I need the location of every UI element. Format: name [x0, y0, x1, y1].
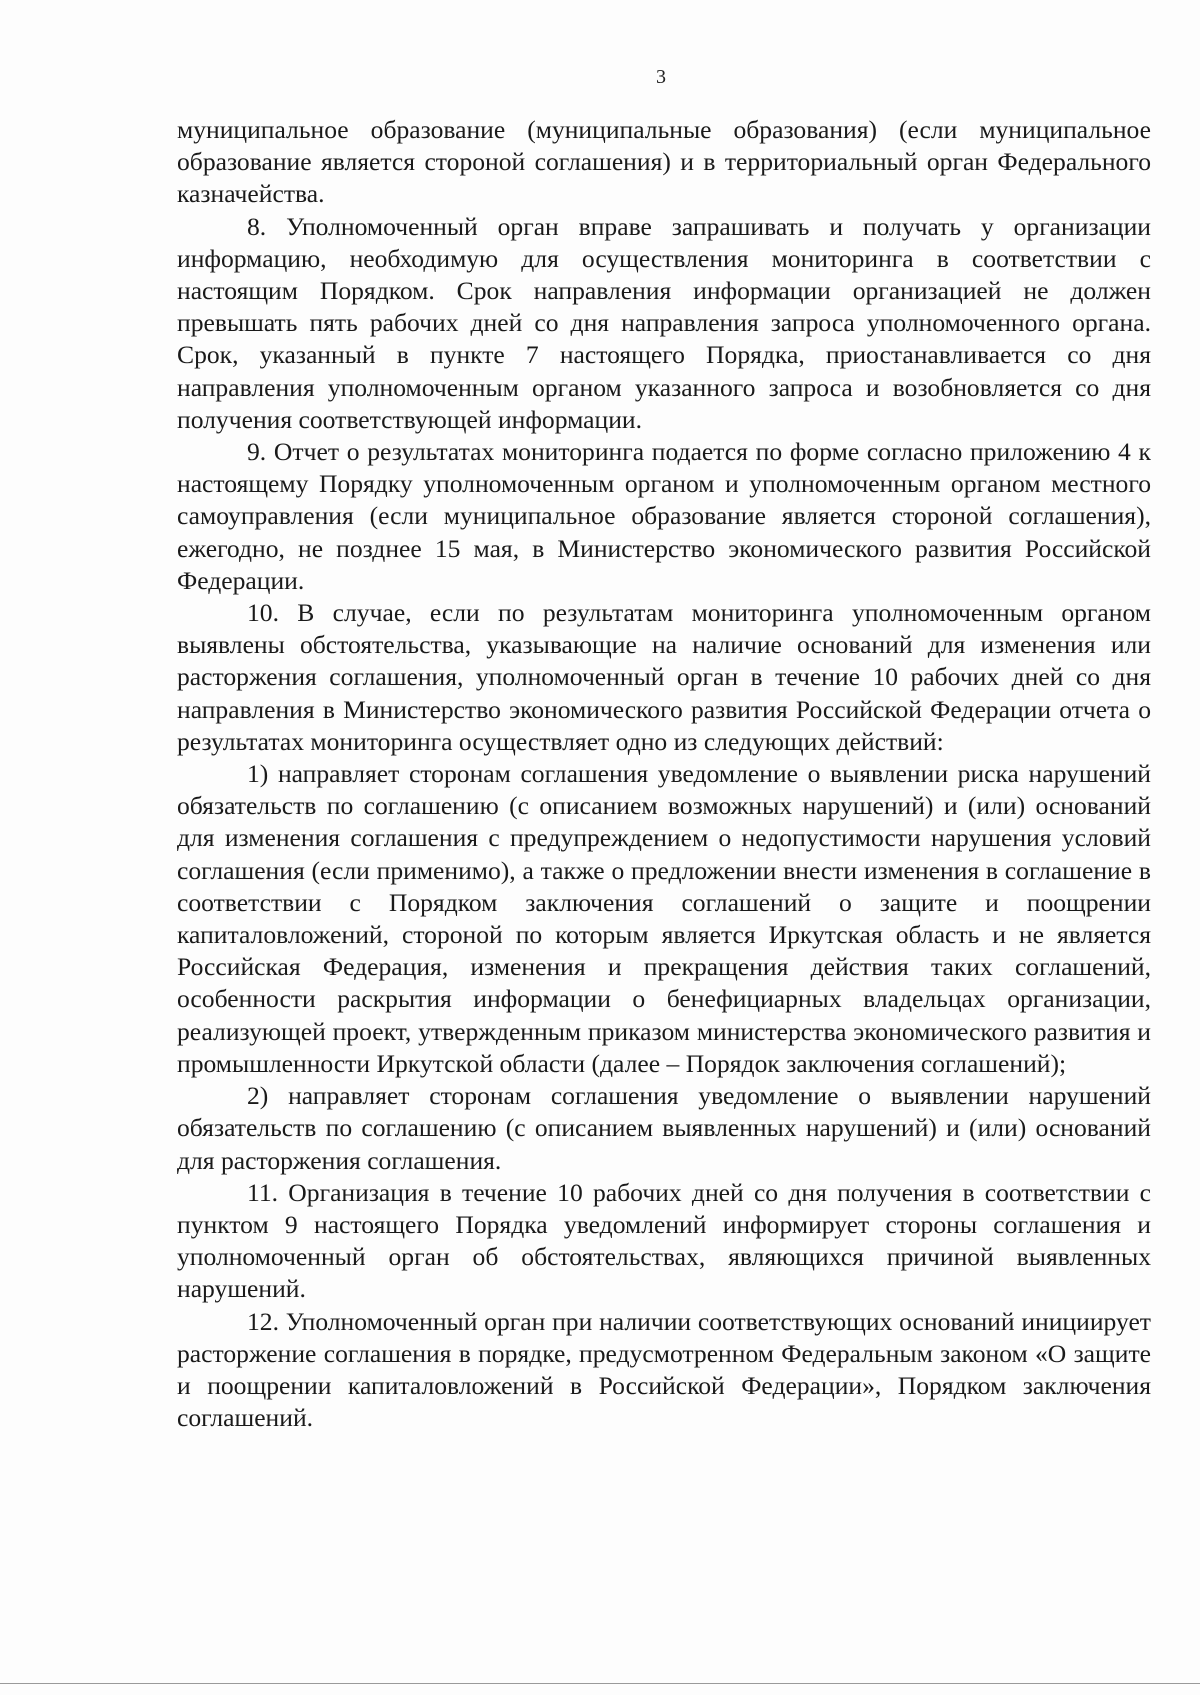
- paragraph-item-12: 12. Уполномоченный орган при наличии соответствующих оснований инициирует расторжение соглашения в порядке, предусмотренном Федеральным законом «О защите и поощрении капиталовложений в Российской Федерации», Порядком заключения соглашений.: [177, 1306, 1151, 1433]
- paragraph-item-10-1: 1) направляет сторонам соглашения уведомление о выявлении риска нарушений обязательств по соглашению (с описанием возможных нарушений) и (или) оснований для изменения соглашения с предупреждением о недопустимости нарушения условий соглашения (если применимо), а также о предложении внести изменения в соглашение в соответствии с Порядком заключения соглашений о защите и поощрении капиталовложений, стороной по которым является Иркутская область и не является Российская Федерация, изменения и прекращения действия таких соглашений, особенности раскрытия информации о бенефициарных владельцах организации, реализующей проект, утвержденным приказом министерства экономического развития и промышленности Иркутской области (далее – Порядок заключения соглашений);: [177, 759, 1151, 1078]
- paragraph-item-8: 8. Уполномоченный орган вправе запрашивать и получать у организации информацию, необходимую для осуществления мониторинга в соответствии с настоящим Порядком. Срок направления информации организацией не должен превышать пять рабочих дней со дня направления запроса уполномоченного органа. Срок, указанный в пункте 7 настоящего Порядка, приостанавливается со дня направления уполномоченным органом указанного запроса и возобновляется со дня получения соответствующей информации.: [177, 211, 1151, 434]
- page-number: 3: [656, 66, 666, 88]
- document-body: [177, 114, 1151, 1434]
- bottom-divider: [0, 1683, 1200, 1684]
- paragraph-item-10-2: 2) направляет сторонам соглашения уведомление о выявлении нарушений обязательств по соглашению (с описанием выявленных нарушений) и (или) оснований для расторжения соглашения.: [177, 1081, 1151, 1175]
- paragraph-item-9: 9. Отчет о результатах мониторинга подается по форме согласно приложению 4 к настоящему Порядку уполномоченным органом и уполномоченным органом местного самоуправления (если муниципальное образование является стороной соглашения), ежегодно, не позднее 15 мая, в Министерство экономического развития Российской Федерации.: [177, 437, 1151, 595]
- paragraph-item-10: 10. В случае, если по результатам мониторинга уполномоченным органом выявлены обстоятельства, указывающие на наличие оснований для изменения или расторжения соглашения, уполномоченный орган в течение 10 рабочих дней со дня направления в Министерство экономического развития Российской Федерации отчета о результатах мониторинга осуществляет одно из следующих действий:: [177, 598, 1151, 756]
- paragraph-continuation: муниципальное образование (муниципальные образования) (если муниципальное образование является стороной соглашения) и в территориальный орган Федерального казначейства.: [177, 115, 1151, 209]
- paragraph-item-11: 11. Организация в течение 10 рабочих дней со дня получения в соответствии с пунктом 9 настоящего Порядка уведомлений информирует стороны соглашения и уполномоченный орган об обстоятельствах, являющихся причиной выявленных нарушений.: [177, 1177, 1151, 1304]
